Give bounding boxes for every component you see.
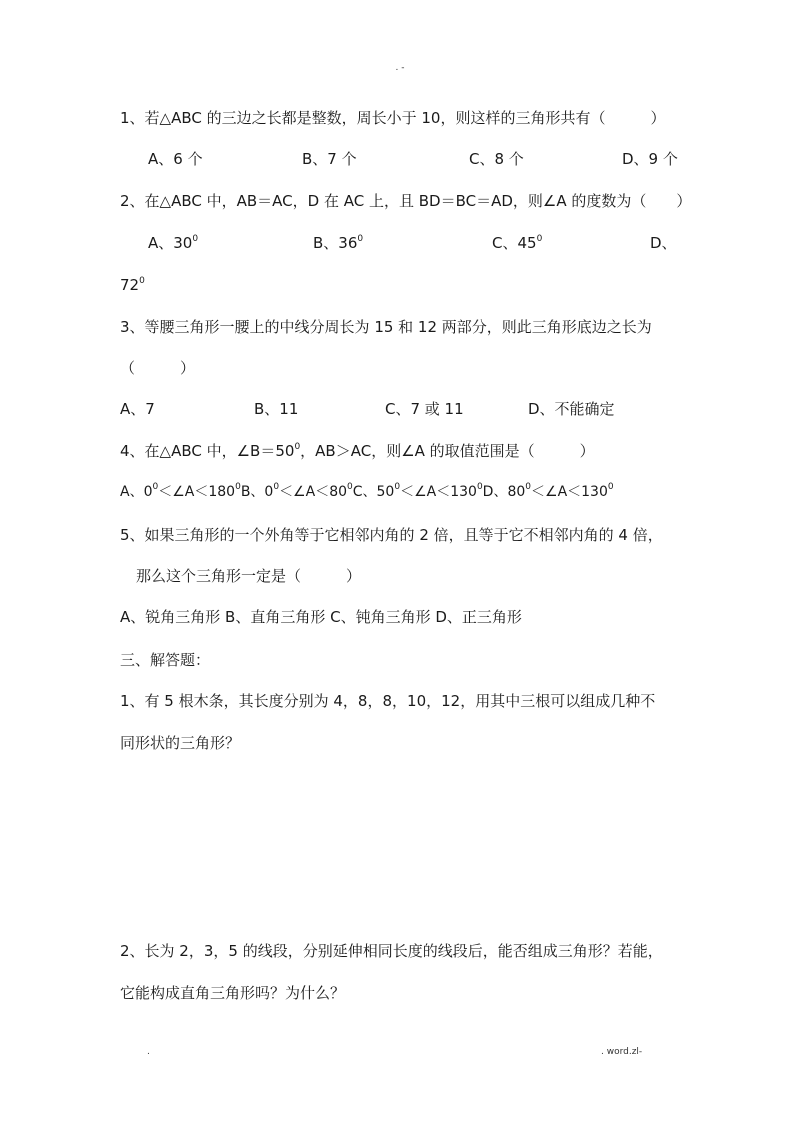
question-1-option-b: B、7 个 bbox=[302, 150, 357, 168]
question-2-option-a: A、$30^0$ bbox=[148, 234, 199, 252]
problem-1-line-2: 同形状的三角形？ bbox=[120, 734, 241, 752]
question-5-stem: 5、如果三角形的一个外角等于它相邻内角的 2 倍，且等于它不相邻内角的 4 倍， bbox=[120, 526, 663, 544]
question-2-stem: 2、在△ABC 中，AB＝AC，D 在 AC 上，且 BD＝BC＝AD，则∠A 的度数为（ ） bbox=[120, 192, 692, 210]
problem-2-line-1: 2、长为 2，3，5 的线段，分别延伸相同长度的线段后，能否组成三角形？若能， bbox=[120, 942, 663, 960]
question-2-option-d: D、 bbox=[650, 234, 677, 252]
footer-right-mark: . word.zl- bbox=[601, 1047, 643, 1057]
question-4-options bbox=[120, 482, 614, 502]
header-mark: . - bbox=[395, 63, 405, 73]
question-2-option-b: B、$36^0$ bbox=[313, 234, 364, 252]
question-4-option-c: C、$50^0<\angle A<130^0$ bbox=[352, 482, 483, 500]
problem-1-line-1: 1、有 5 根木条，其长度分别为 4，8，8，10，12，用其中三根可以组成几种不 bbox=[120, 692, 656, 710]
footer-left-mark: . bbox=[147, 1047, 150, 1057]
question-3-option-d: D、不能确定 bbox=[528, 400, 615, 418]
question-4-stem: 4、在△ABC 中，$\angle B=50^0$，AB＞AC，则∠A 的取值范围是（ ） bbox=[120, 442, 595, 460]
question-3-option-c: C、7 或 11 bbox=[385, 400, 464, 418]
question-4-option-b: B、$0^0<\angle A<80^0$ bbox=[240, 482, 353, 500]
question-4-option-d: D、$80^0<\angle A<130^0$ bbox=[482, 482, 614, 500]
question-2-option-d-value: $72^0$ bbox=[120, 276, 145, 294]
question-3-stem: 3、等腰三角形一腰上的中线分周长为 15 和 12 两部分，则此三角形底边之长为 bbox=[120, 318, 652, 336]
question-2-option-c: C、$45^0$ bbox=[492, 234, 543, 252]
problem-2-line-2: 它能构成直角三角形吗？为什么？ bbox=[120, 984, 346, 1002]
question-1-option-d: D、9 个 bbox=[622, 150, 678, 168]
question-5-options: A、锐角三角形 B、直角三角形 C、钝角三角形 D、正三角形 bbox=[120, 608, 522, 626]
question-1-stem: 1、若△ABC 的三边之长都是整数，周长小于 10，则这样的三角形共有（ ） bbox=[120, 109, 666, 127]
question-3-blank: （ ） bbox=[120, 359, 196, 377]
question-4-option-a: A、$0^0<\angle A<180^0$ bbox=[120, 482, 241, 500]
question-1-option-a: A、6 个 bbox=[148, 150, 203, 168]
question-3-option-b: B、11 bbox=[254, 400, 299, 418]
question-1-option-c: C、8 个 bbox=[469, 150, 524, 168]
question-5-stem-cont: 那么这个三角形一定是（ ） bbox=[136, 567, 362, 585]
section-title: 三、解答题： bbox=[120, 651, 211, 669]
question-3-option-a: A、7 bbox=[120, 400, 155, 418]
